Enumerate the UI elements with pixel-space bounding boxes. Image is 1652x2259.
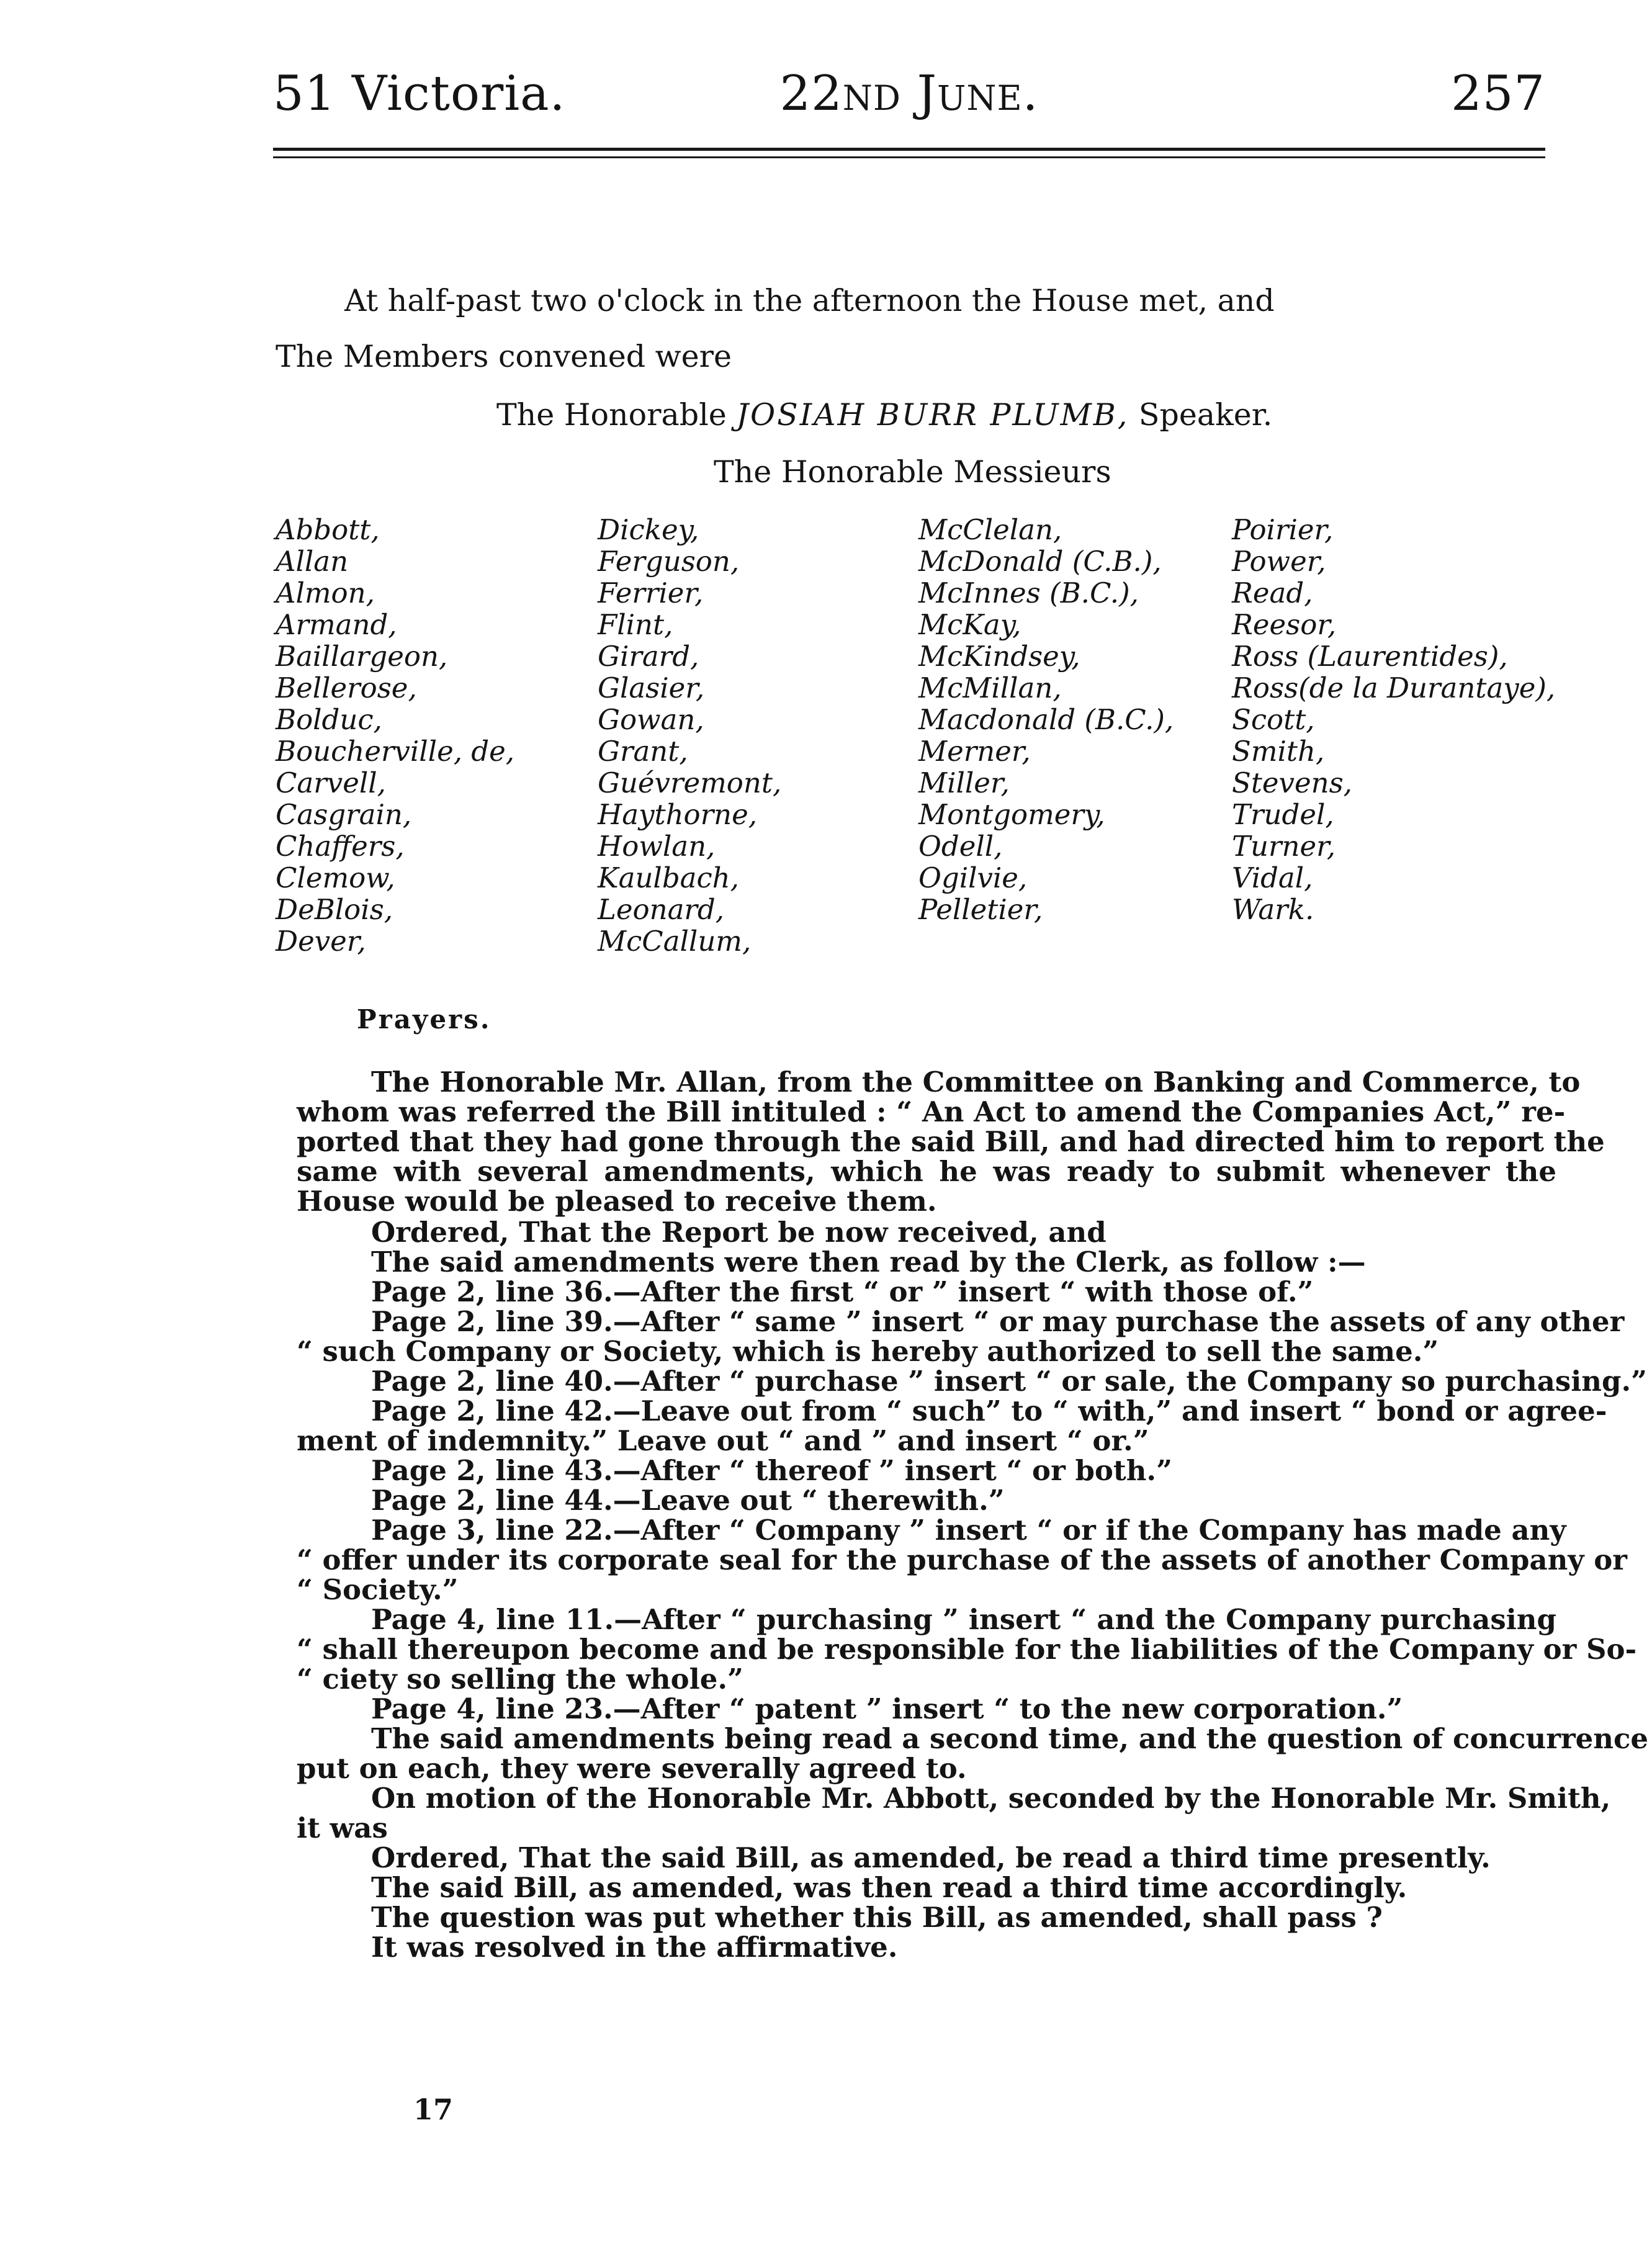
member-name: McInnes (B.C.), bbox=[918, 577, 1139, 609]
amendment-item bbox=[297, 1603, 1637, 1695]
prayers-heading: Prayers. bbox=[357, 1004, 492, 1035]
member-name: Haythorne, bbox=[598, 798, 758, 831]
opening-line-2: The Members convened were bbox=[276, 339, 732, 374]
member-name: Bolduc, bbox=[276, 703, 382, 736]
member-name: Pelletier, bbox=[918, 893, 1043, 926]
member-name: Grant, bbox=[598, 735, 688, 768]
member-name: Macdonald (B.C.), bbox=[918, 703, 1174, 736]
member-name: Odell, bbox=[918, 830, 1003, 863]
amendment-line: Page 3, line 22.—After “ Company ” insert “ or if the Company has made any bbox=[371, 1514, 1566, 1547]
amendment-line: Page 2, line 40.—After “ purchase ” insert “ or sale, the Company so purchasing.” bbox=[371, 1365, 1648, 1398]
closing-line: The said Bill, as amended, was then read a third time accordingly. bbox=[371, 1871, 1407, 1904]
amendment-line: Page 4, line 11.—After “ purchasing ” insert “ and the Company purchasing bbox=[371, 1603, 1556, 1636]
member-name: Gowan, bbox=[598, 703, 704, 736]
member-name: Ogilvie, bbox=[918, 861, 1028, 894]
members-column-4 bbox=[1232, 514, 1555, 925]
committee-report bbox=[297, 1066, 1605, 1218]
member-name: Abbott, bbox=[276, 513, 380, 546]
header-date: 22nd June. bbox=[779, 66, 1039, 122]
concurrence-paragraph bbox=[297, 1722, 1649, 1785]
amendment-item bbox=[297, 1394, 1607, 1457]
member-name: McDonald (C.B.), bbox=[918, 545, 1162, 578]
member-name: Scott, bbox=[1232, 703, 1315, 736]
motion-line: On motion of the Honorable Mr. Abbott, seconded by the Honorable Mr. Smith, bbox=[371, 1782, 1611, 1815]
amendment-line: Page 2, line 42.—Leave out from “ such” to “ with,” and insert “ bond or agree- bbox=[371, 1394, 1607, 1427]
member-name: McMillan, bbox=[918, 671, 1062, 704]
header-rule-thick bbox=[273, 148, 1545, 151]
signature-folio: 17 bbox=[413, 2093, 454, 2126]
report-line: whom was referred the Bill intituled : “ An Act to amend the Companies Act,” re- bbox=[297, 1095, 1566, 1128]
speaker-name: JOSIAH BURR PLUMB, bbox=[736, 397, 1129, 433]
motion-line: it was bbox=[297, 1812, 388, 1844]
amendment-line: “ ciety so selling the whole.” bbox=[297, 1663, 743, 1695]
member-name: Ross (Laurentides), bbox=[1232, 640, 1508, 673]
amendment-item bbox=[297, 1456, 1556, 1486]
member-name: Girard, bbox=[598, 640, 699, 673]
amendment-line: Page 2, line 36.—After the first “ or ” insert “ with those of.” bbox=[371, 1275, 1314, 1308]
members-heading: The Honorable Messieurs bbox=[714, 454, 1111, 490]
proceedings bbox=[297, 1216, 1649, 1964]
closing-line: It was resolved in the affirmative. bbox=[371, 1931, 898, 1964]
amendments-read: The said amendments were then read by the Clerk, as follow :— bbox=[371, 1246, 1366, 1278]
member-name: Miller, bbox=[918, 766, 1010, 799]
amendment-line: “ such Company or Society, which is hereby authorized to sell the same.” bbox=[297, 1335, 1439, 1368]
speaker-line bbox=[496, 397, 1272, 433]
member-name: Leonard, bbox=[598, 893, 725, 926]
closing-line: The question was put whether this Bill, as amended, shall pass ? bbox=[371, 1901, 1383, 1934]
member-name: Reesor, bbox=[1232, 608, 1337, 641]
members-column-3 bbox=[918, 514, 1174, 925]
member-name: Dickey, bbox=[598, 513, 699, 546]
closing-line: Ordered, That the said Bill, as amended, be read a third time presently. bbox=[371, 1841, 1491, 1874]
amendment-item bbox=[297, 1305, 1625, 1368]
closing-paragraph bbox=[297, 1843, 1556, 1962]
member-name: Glasier, bbox=[598, 671, 705, 704]
ordered-report: Ordered, That the Report be now received, and bbox=[371, 1216, 1107, 1249]
member-name: Bellerose, bbox=[276, 671, 417, 704]
amendment-line: “ Society.” bbox=[297, 1573, 459, 1606]
concurrence-line: put on each, they were severally agreed to. bbox=[297, 1752, 967, 1785]
member-name: Chaffers, bbox=[276, 830, 405, 863]
member-name: Power, bbox=[1232, 545, 1326, 578]
concurrence-line: The said amendments being read a second time, and the question of concurrence bbox=[371, 1722, 1649, 1755]
report-line: The Honorable Mr. Allan, from the Committee on Banking and Commerce, to bbox=[371, 1066, 1581, 1098]
member-name: Dever, bbox=[276, 925, 366, 958]
amendment-line: “ offer under its corporate seal for the purchase of the assets of another Company or bbox=[297, 1543, 1627, 1576]
amendment-line: Page 2, line 44.—Leave out “ therewith.” bbox=[371, 1484, 1005, 1517]
report-line: House would be pleased to receive them. bbox=[297, 1185, 937, 1218]
amendment-line: Page 2, line 39.—After “ same ” insert “ or may purchase the assets of any other bbox=[371, 1305, 1625, 1338]
member-name: McClelan, bbox=[918, 513, 1062, 546]
opening-line-1: At half-past two o'clock in the afternoon the House met, and bbox=[344, 283, 1275, 318]
speaker-title: Speaker. bbox=[1138, 397, 1273, 433]
amendment-item bbox=[297, 1694, 1556, 1724]
report-line: ported that they had gone through the said Bill, and had directed him to report the bbox=[297, 1125, 1605, 1158]
header-regnal-year: 51 Victoria. bbox=[273, 66, 566, 122]
member-name: McKay, bbox=[918, 608, 1021, 641]
amendment-item bbox=[297, 1365, 1648, 1398]
page-number: 257 bbox=[1451, 66, 1545, 122]
amendment-line: Page 2, line 43.—After “ thereof ” insert “ or both.” bbox=[371, 1454, 1172, 1487]
amendments-list bbox=[297, 1275, 1648, 1725]
member-name: Wark. bbox=[1232, 893, 1314, 926]
member-name: Montgomery, bbox=[918, 798, 1105, 831]
member-name: Ferguson, bbox=[598, 545, 740, 578]
member-name: Merner, bbox=[918, 735, 1031, 768]
member-name: Trudel, bbox=[1232, 798, 1334, 831]
member-name: Casgrain, bbox=[276, 798, 412, 831]
member-name: Smith, bbox=[1232, 735, 1325, 768]
member-name: Allan bbox=[276, 545, 349, 578]
member-name: Turner, bbox=[1232, 830, 1336, 863]
report-line: same with several amendments, which he was ready to submit whenever the bbox=[297, 1155, 1556, 1188]
motion-paragraph bbox=[297, 1782, 1611, 1844]
member-name: Armand, bbox=[276, 608, 397, 641]
member-name: Read, bbox=[1232, 577, 1313, 609]
amendment-item bbox=[297, 1277, 1556, 1307]
member-name: Carvell, bbox=[276, 766, 386, 799]
member-name: Stevens, bbox=[1232, 766, 1352, 799]
speaker-prefix: The Honorable bbox=[496, 397, 727, 433]
amendment-item bbox=[297, 1514, 1627, 1606]
member-name: Vidal, bbox=[1232, 861, 1313, 894]
amendment-item bbox=[297, 1486, 1556, 1516]
amendment-line: “ shall thereupon become and be responsible for the liabilities of the Company or So- bbox=[297, 1633, 1637, 1666]
member-name: Almon, bbox=[276, 577, 375, 609]
members-column-2 bbox=[598, 514, 781, 957]
header-rule-thin bbox=[273, 156, 1545, 158]
member-name: McKindsey, bbox=[918, 640, 1080, 673]
member-name: Howlan, bbox=[598, 830, 716, 863]
running-header bbox=[273, 60, 1545, 128]
amendment-line: Page 4, line 23.—After “ patent ” insert “ to the new corporation.” bbox=[371, 1692, 1403, 1725]
member-name: Flint, bbox=[598, 608, 673, 641]
member-name: Poirier, bbox=[1232, 513, 1334, 546]
member-name: Clemow, bbox=[276, 861, 395, 894]
member-name: DeBlois, bbox=[276, 893, 393, 926]
member-name: Boucherville, de, bbox=[276, 735, 515, 768]
member-name: Ferrier, bbox=[598, 577, 704, 609]
member-name: Baillargeon, bbox=[276, 640, 448, 673]
amendment-line: ment of indemnity.” Leave out “ and ” and insert “ or.” bbox=[297, 1424, 1149, 1457]
member-name: McCallum, bbox=[598, 925, 752, 958]
member-name: Guévremont, bbox=[598, 766, 782, 799]
member-name: Ross(de la Durantaye), bbox=[1232, 671, 1556, 704]
members-column-1 bbox=[276, 514, 514, 957]
member-name: Kaulbach, bbox=[598, 861, 739, 894]
